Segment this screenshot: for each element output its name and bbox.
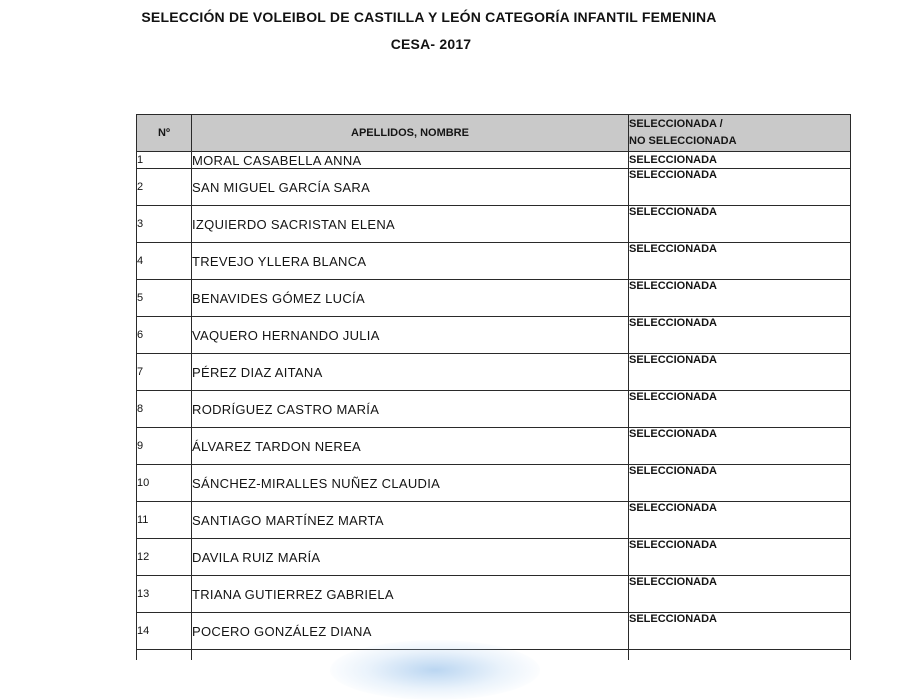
row-name: VAQUERO HERNANDO JULIA — [192, 317, 629, 354]
row-status: SELECCIONADA — [629, 152, 851, 169]
row-name: PÉREZ DIAZ AITANA — [192, 354, 629, 391]
row-name: DAVILA RUIZ MARÍA — [192, 539, 629, 576]
row-name: POCERO GONZÁLEZ DIANA — [192, 613, 629, 650]
row-name: SANTIAGO MARTÍNEZ MARTA — [192, 502, 629, 539]
table-row — [137, 152, 851, 169]
row-status: SELECCIONADA — [629, 576, 851, 613]
header-name: APELLIDOS, NOMBRE — [192, 115, 629, 152]
row-status: SELECCIONADA — [629, 206, 851, 243]
row-status: SELECCIONADA — [629, 613, 851, 650]
row-status: SELECCIONADA — [629, 465, 851, 502]
row-status: SELECCIONADA — [629, 502, 851, 539]
row-number: 1 — [137, 152, 192, 169]
row-status: SELECCIONADA — [629, 317, 851, 354]
row-name: SAN MIGUEL GARCÍA SARA — [192, 169, 629, 206]
row-number: 13 — [137, 576, 192, 613]
table-row — [137, 428, 851, 465]
row-number: 11 — [137, 502, 192, 539]
row-name: RODRÍGUEZ CASTRO MARÍA — [192, 391, 629, 428]
table-row — [137, 206, 851, 243]
row-name: SÁNCHEZ-MIRALLES NUÑEZ CLAUDIA — [192, 465, 629, 502]
roster-body — [137, 152, 851, 661]
row-status: SELECCIONADA — [629, 539, 851, 576]
header-status — [629, 115, 851, 152]
row-status: SELECCIONADA — [629, 428, 851, 465]
row-name: BENAVIDES GÓMEZ LUCÍA — [192, 280, 629, 317]
row-number: 10 — [137, 465, 192, 502]
row-name: ÁLVAREZ TARDON NEREA — [192, 428, 629, 465]
header-status-line2: NO SELECCIONADA — [629, 135, 737, 147]
table-row — [137, 465, 851, 502]
row-number: 5 — [137, 280, 192, 317]
document-title: SELECCIÓN DE VOLEIBOL DE CASTILLA Y LEÓN CATEGORÍA INFANTIL FEMENINA — [141, 9, 717, 25]
document-subtitle: CESA- 2017 — [390, 36, 472, 52]
table-row — [137, 391, 851, 428]
row-status: SELECCIONADA — [629, 354, 851, 391]
row-number: 8 — [137, 391, 192, 428]
row-number: 2 — [137, 169, 192, 206]
row-name: TRIANA GUTIERREZ GABRIELA — [192, 576, 629, 613]
table-row — [137, 576, 851, 613]
partial-cell — [137, 650, 192, 661]
table-row — [137, 539, 851, 576]
table-row — [137, 354, 851, 391]
row-name: MORAL CASABELLA ANNA — [192, 152, 629, 169]
table-header-row — [137, 115, 851, 152]
row-number: 9 — [137, 428, 192, 465]
row-number: 4 — [137, 243, 192, 280]
header-number: Nº — [137, 115, 192, 152]
row-status: SELECCIONADA — [629, 243, 851, 280]
table-row — [137, 317, 851, 354]
table-row-partial — [137, 650, 851, 661]
table-row — [137, 280, 851, 317]
row-name: TREVEJO YLLERA BLANCA — [192, 243, 629, 280]
partial-cell — [629, 650, 851, 661]
table-row — [137, 169, 851, 206]
row-status: SELECCIONADA — [629, 169, 851, 206]
row-number: 12 — [137, 539, 192, 576]
table-row — [137, 502, 851, 539]
row-number: 7 — [137, 354, 192, 391]
roster-table — [136, 114, 851, 660]
row-number: 6 — [137, 317, 192, 354]
row-number: 14 — [137, 613, 192, 650]
row-status: SELECCIONADA — [629, 280, 851, 317]
row-number: 3 — [137, 206, 192, 243]
row-status: SELECCIONADA — [629, 391, 851, 428]
partial-cell — [192, 650, 629, 661]
header-status-line1: SELECCIONADA / — [629, 118, 723, 130]
row-name: IZQUIERDO SACRISTAN ELENA — [192, 206, 629, 243]
table-row — [137, 243, 851, 280]
table-row — [137, 613, 851, 650]
